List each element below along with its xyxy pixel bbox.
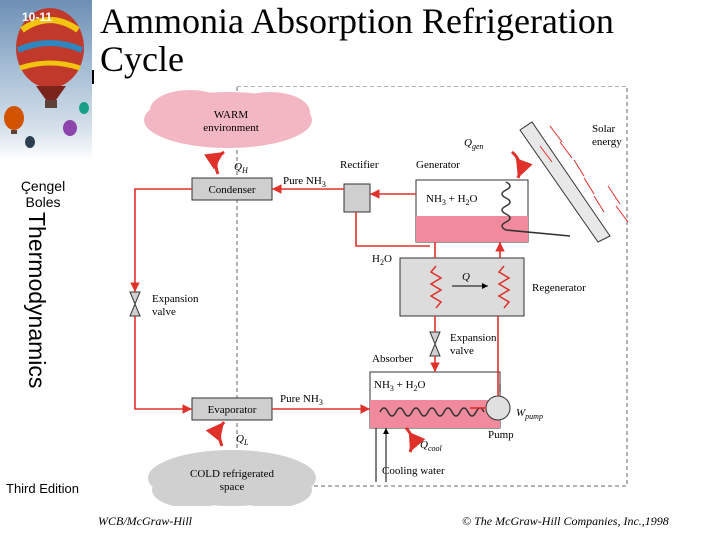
rectifier-label: Rectifier [340, 159, 379, 171]
generator-label: Generator [416, 159, 460, 171]
author-names [0, 178, 86, 210]
pure-nh3-top-label: Pure $NH_3$ [283, 175, 326, 189]
cooling-water-label: Cooling water [382, 465, 445, 477]
balloon-photo [0, 0, 92, 160]
expansion-valve-right-label-1: Expansion [450, 332, 497, 344]
book-title-wrap [24, 212, 50, 462]
qh-label: $Q_H$ [234, 161, 248, 175]
regenerator-label: Regenerator [532, 282, 586, 294]
cold-label-1: COLD refrigerated [190, 468, 274, 480]
h2o-label: $H_2O$ [372, 253, 392, 267]
title-divider [92, 70, 94, 84]
solar-label-2: energy [592, 136, 622, 148]
author-boles: Boles [25, 194, 61, 210]
sidebar [0, 0, 92, 540]
pump-symbol [486, 396, 510, 420]
footer-copyright: © The McGraw-Hill Companies, Inc.,1998 [462, 514, 669, 528]
warm-label-1: WARM [213, 109, 249, 121]
rectifier-box [344, 184, 370, 212]
pump-label: Pump [488, 429, 514, 441]
q-regen-label: Q [462, 271, 470, 283]
author-cengel: Çengel [20, 178, 66, 194]
expansion-valve-left-top [130, 292, 140, 304]
evaporator-label: Evaporator [207, 404, 257, 416]
slide-number: 10-11 [22, 10, 53, 24]
edition-label: Third Edition [6, 481, 79, 496]
pure-nh3-bottom-label: Pure $NH_3$ [280, 393, 323, 407]
slide-title [100, 2, 614, 78]
qgen-arrow [512, 152, 520, 178]
absorber-label: Absorber [372, 353, 413, 365]
slide-title-line1: Ammonia Absorption Refrigeration [100, 1, 614, 41]
expansion-valve-right-bottom [430, 344, 440, 356]
warm-label-2: environment [203, 122, 259, 134]
expansion-valve-left-label-1: Expansion [152, 293, 199, 305]
ql-arrow [219, 422, 224, 446]
solar-label-1: Solar [592, 123, 616, 135]
qcool-arrow [406, 428, 412, 452]
wpump-label: $W_{pump}$ [516, 407, 543, 421]
expansion-valve-right-label-2: valve [450, 345, 474, 357]
warm-environment-cloud [144, 90, 312, 148]
qgen-label: $Q_{gen}$ [464, 137, 484, 151]
cold-label-2: space [219, 481, 245, 493]
expansion-valve-right-top [430, 332, 440, 344]
ql-label: $Q_L$ [236, 433, 249, 447]
qh-arrow [216, 152, 224, 174]
hot-air-balloons-image [0, 0, 92, 160]
generator-solution-label: $NH_3 + H_2O$ [426, 193, 478, 207]
cold-space-cloud [148, 450, 316, 506]
condenser-label: Condenser [208, 184, 256, 196]
expansion-valve-left-label-2: valve [152, 306, 176, 318]
qcool-label: $Q_{cool}$ [420, 439, 442, 453]
slide-title-line2: Cycle [100, 39, 184, 79]
book-title: Thermodynamics [24, 212, 50, 389]
absorption-cycle-diagram [100, 86, 660, 506]
generator-liquid [416, 216, 528, 242]
expansion-valve-left-bottom [130, 304, 140, 316]
absorber-solution-label: $NH_3 + H_2O$ [374, 379, 426, 393]
footer-publisher: WCB/McGraw-Hill [98, 514, 192, 528]
